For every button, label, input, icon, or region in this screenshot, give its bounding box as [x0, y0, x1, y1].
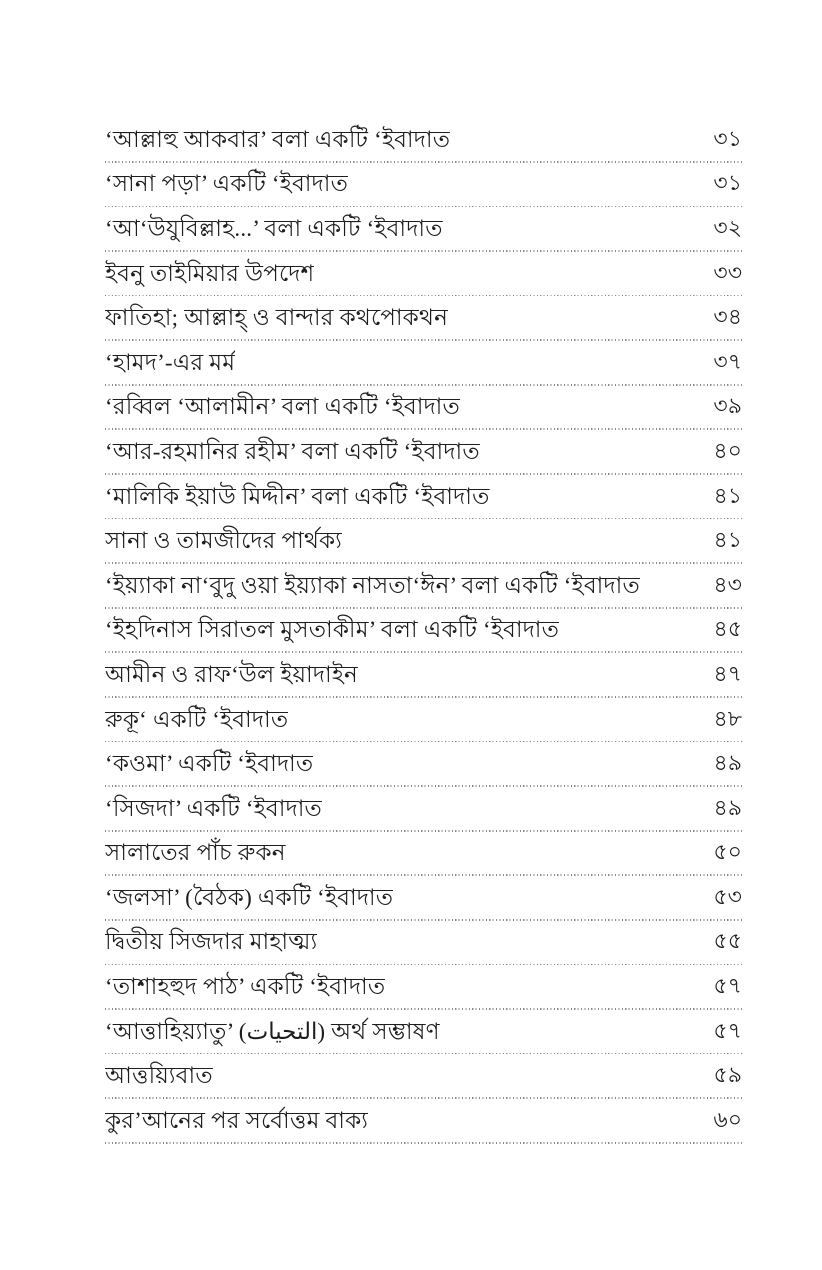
toc-entry-title: ‘আল্লাহু আকবার’ বলা একটি ‘ইবাদাত [105, 126, 451, 152]
toc-entry-page-number: ৪৭ [713, 660, 742, 686]
toc-entry-title: ‘তাশাহহুদ পাঠ’ একটি ‘ইবাদাত [105, 974, 386, 1000]
toc-entry-page-number: ৪১ [713, 482, 742, 508]
toc-entry-page-number: ৩৩ [713, 259, 742, 285]
toc-row [105, 475, 742, 520]
toc-row [105, 965, 742, 1010]
toc-entry-page-number: ৪১ [713, 527, 742, 553]
toc-entry-title: আত্তয়্যিবাত [105, 1063, 213, 1089]
toc-row [105, 118, 742, 163]
toc-entry-page-number: ৪৫ [713, 616, 742, 642]
toc-row [105, 921, 742, 966]
toc-entry-page-number: ৫৯ [713, 1062, 742, 1088]
toc-entry-title: সালাতের পাঁচ রুকন [105, 840, 286, 866]
toc-entry-page-number: ৪০ [713, 437, 742, 463]
toc-entry-title: সানা ও তামজীদের পার্থক্য [105, 528, 343, 554]
toc-entry-page-number: ৫০ [713, 839, 742, 865]
toc-row [105, 252, 742, 297]
toc-entry-page-number: ৫৭ [713, 1017, 742, 1043]
toc-entry-title: ‘সানা পড়া’ একটি ‘ইবাদাত [105, 171, 349, 197]
toc-entry-title: ইবনু তাইমিয়ার উপদেশ [105, 260, 315, 286]
toc-entry-title: কুর’আনের পর সর্বোত্তম বাক্য [105, 1107, 369, 1133]
toc-entry-page-number: ৩৪ [713, 304, 742, 330]
toc-entry-title: ‘ইহদিনাস সিরাতল মুসতাকীম’ বলা একটি ‘ইবাদাত [105, 617, 560, 643]
toc-entry-title: ‘মালিকি ইয়াউ মিদ্দীন’ বলা একটি ‘ইবাদাত [105, 483, 490, 509]
toc-entry-page-number: ৫৭ [713, 973, 742, 999]
toc-entry-title: ‘কওমা’ একটি ‘ইবাদাত [105, 751, 314, 777]
toc-row [105, 742, 742, 787]
toc-entry-page-number: ৫৩ [713, 883, 742, 909]
toc-entry-page-number: ৩৭ [713, 348, 742, 374]
toc-entry-title: আমীন ও রাফ‘উল ইয়াদাইন [105, 661, 358, 687]
toc-entry-page-number: ৩১ [713, 125, 742, 151]
toc-list [105, 118, 742, 1144]
toc-row [105, 876, 742, 921]
toc-entry-page-number: ৩৯ [713, 393, 742, 419]
toc-row [105, 1010, 742, 1055]
toc-entry-title: ‘সিজদা’ একটি ‘ইবাদাত [105, 795, 323, 821]
toc-entry-title: ‘রব্বিল ‘আলামীন’ বলা একটি ‘ইবাদাত [105, 394, 460, 420]
toc-entry-title: ‘আত্তাহিয়্যাতু’ (التحيات) অর্থ সম্ভাষণ [105, 1018, 440, 1044]
toc-row [105, 832, 742, 877]
toc-entry-title: রুকূ‘ একটি ‘ইবাদাত [105, 706, 289, 732]
toc-entry-title: ‘ইয়্যাকা না‘বুদু ওয়া ইয়্যাকা নাসতা‘ঈন’ বলা একটি ‘ইবাদাত [105, 572, 640, 598]
toc-row [105, 787, 742, 832]
toc-entry-page-number: ৫৫ [713, 928, 742, 954]
toc-row [105, 386, 742, 431]
toc-entry-page-number: ৪৯ [713, 750, 742, 776]
toc-entry-page-number: ৬০ [713, 1106, 742, 1132]
toc-row [105, 1054, 742, 1099]
toc-row [105, 698, 742, 743]
toc-entry-page-number: ৩১ [713, 170, 742, 196]
toc-row [105, 609, 742, 654]
toc-entry-title: ‘আ‘উযুবিল্লাহ...’ বলা একটি ‘ইবাদাত [105, 215, 443, 241]
toc-entry-title: ফাতিহা; আল্লাহ্ ও বান্দার কথপোকথন [105, 305, 448, 331]
toc-entry-title: দ্বিতীয় সিজদার মাহাত্ম্য [105, 929, 318, 955]
toc-row [105, 653, 742, 698]
toc-entry-page-number: ৩২ [713, 214, 742, 240]
toc-row [105, 564, 742, 609]
dotted-leader-line [105, 1142, 742, 1144]
toc-entry-page-number: ৪৮ [713, 705, 742, 731]
toc-entry-title: ‘জলসা’ (বৈঠক) একটি ‘ইবাদাত [105, 884, 394, 910]
toc-entry-page-number: ৪৯ [713, 794, 742, 820]
toc-row [105, 430, 742, 475]
toc-row [105, 296, 742, 341]
toc-row [105, 207, 742, 252]
toc-entry-title: ‘আর-রহমানির রহীম’ বলা একটি ‘ইবাদাত [105, 438, 480, 464]
toc-row [105, 519, 742, 564]
toc-row [105, 341, 742, 386]
toc-row [105, 1099, 742, 1144]
toc-row [105, 163, 742, 208]
toc-entry-page-number: ৪৩ [713, 571, 742, 597]
toc-entry-title: ‘হামদ’-এর মর্ম [105, 349, 236, 375]
